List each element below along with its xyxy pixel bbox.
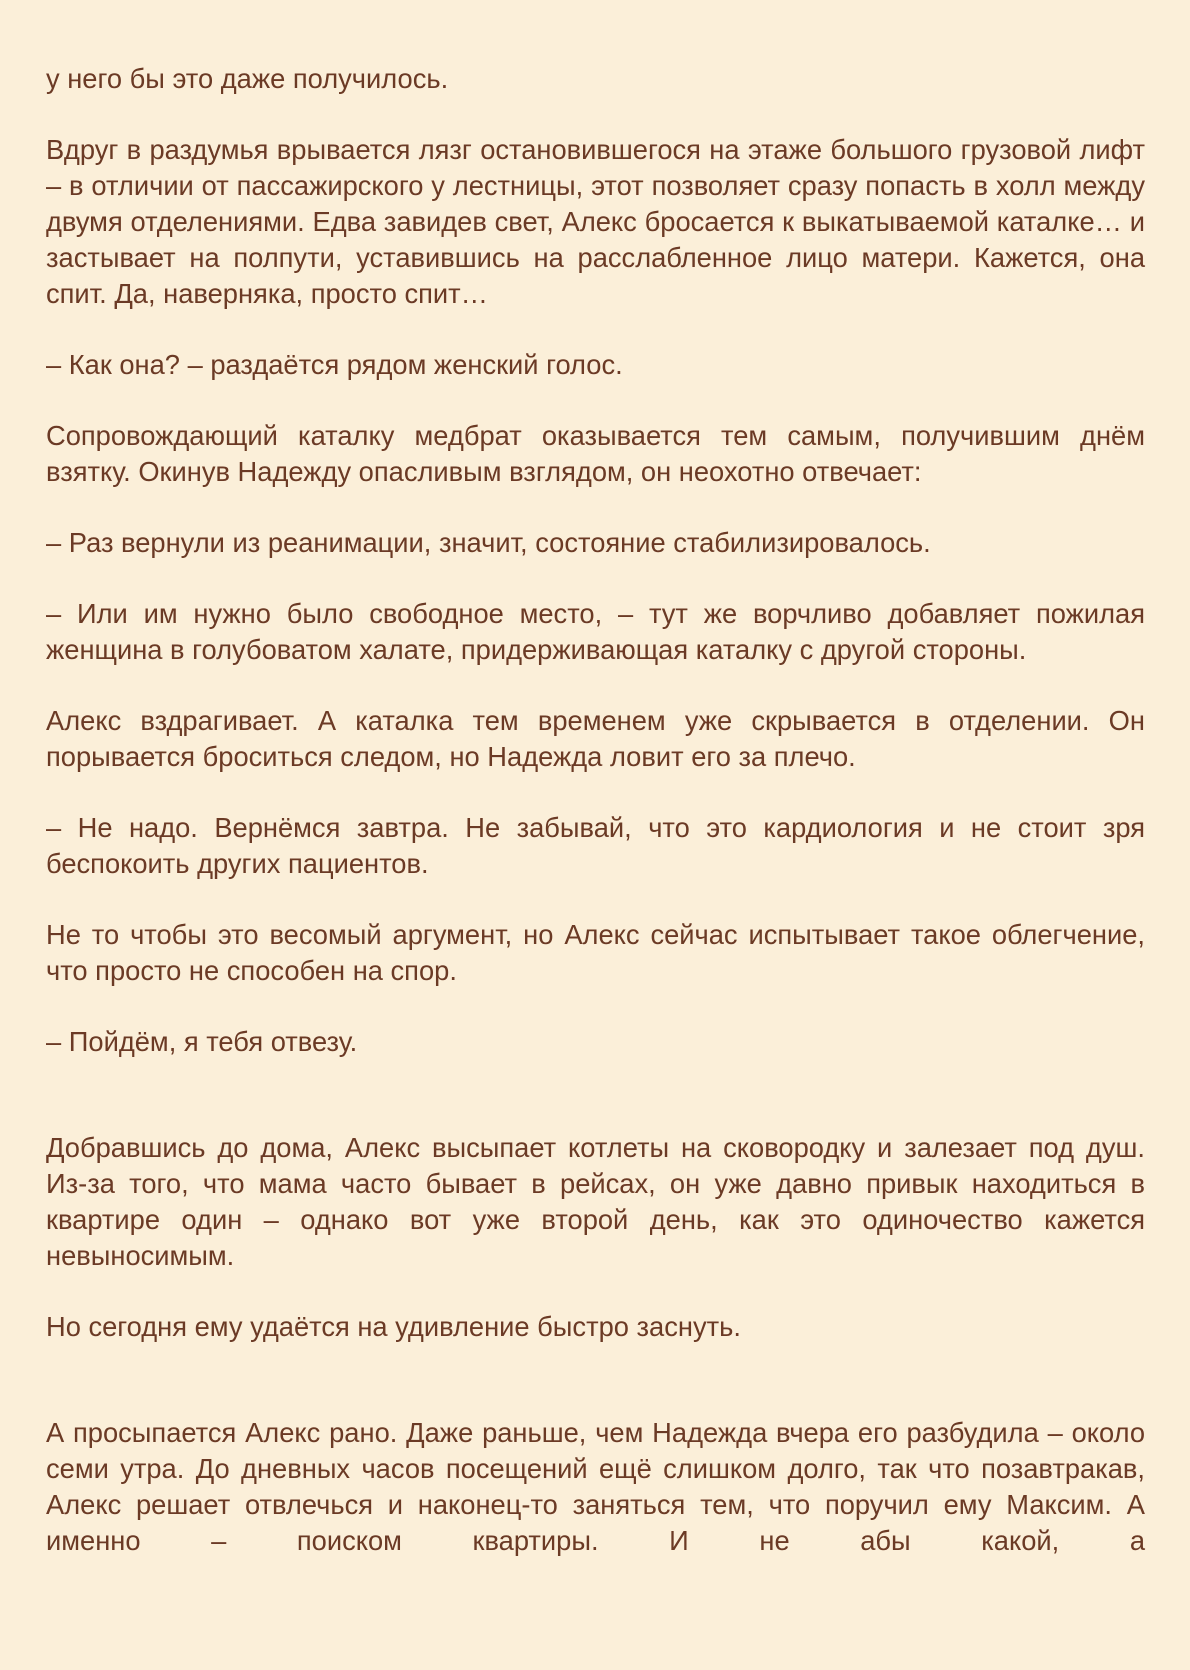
paragraph-3: – Как она? – раздаётся рядом женский голос. xyxy=(46,349,623,380)
paragraph-7: Алекс вздрагивает. А каталка тем временем уже скрывается в отделении. Он порывается броситься следом, но Надежда ловит его за плечо. xyxy=(46,705,1145,772)
paragraph-6: – Или им нужно было свободное место, – тут же ворчливо добавляет пожилая женщина в голубоватом халате, придерживающая каталку с другой стороны. xyxy=(46,598,1145,665)
paragraph-11: Добравшись до дома, Алекс высыпает котлеты на сковородку и залезает под душ. Из-за того, что мама часто бывает в рейсах, он уже давно привык находиться в квартире один – однако вот уже второй день, как это одиночество кажется невыносимым. xyxy=(46,1132,1145,1271)
paragraph-13: А просыпается Алекс рано. Даже раньше, чем Надежда вчера его разбудила – около семи утра. До дневных часов посещений ещё слишком долго, так что позавтракав, Алекс решает отвлечься и наконец-то заняться тем, что поручил ему Максим. А именно – поиском квартиры. И не абы какой, а xyxy=(46,1417,1145,1556)
paragraph-2: Вдруг в раздумья врывается лязг остановившегося на этаже большого грузовой лифт – в отличии от пассажирского у лестницы, этот позволяет сразу попасть в холл между двумя отделениями. Едва завидев свет, Алекс бросается к выкатываемой каталке… и застывает на полпути, уставившись на расслабленное лицо матери. Кажется, она спит. Да, наверняка, просто спит… xyxy=(46,134,1145,309)
paragraph-10: – Пойдём, я тебя отвезу. xyxy=(46,1026,358,1057)
paragraph-5: – Раз вернули из реанимации, значит, состояние стабилизировалось. xyxy=(46,527,931,558)
paragraph-12: Но сегодня ему удаётся на удивление быстро заснуть. xyxy=(46,1311,741,1342)
paragraph-9: Не то чтобы это весомый аргумент, но Алекс сейчас испытывает такое облегчение, что просто не способен на спор. xyxy=(46,919,1145,986)
paragraph-8: – Не надо. Вернёмся завтра. Не забывай, что это кардиология и не стоит зря беспокоить других пациентов. xyxy=(46,812,1145,879)
paragraph-4: Сопровождающий каталку медбрат оказывается тем самым, получившим днём взятку. Окинув Надежду опасливым взглядом, он неохотно отвечает: xyxy=(46,420,1145,487)
paragraph-1: у него бы это даже получилось. xyxy=(46,63,449,94)
